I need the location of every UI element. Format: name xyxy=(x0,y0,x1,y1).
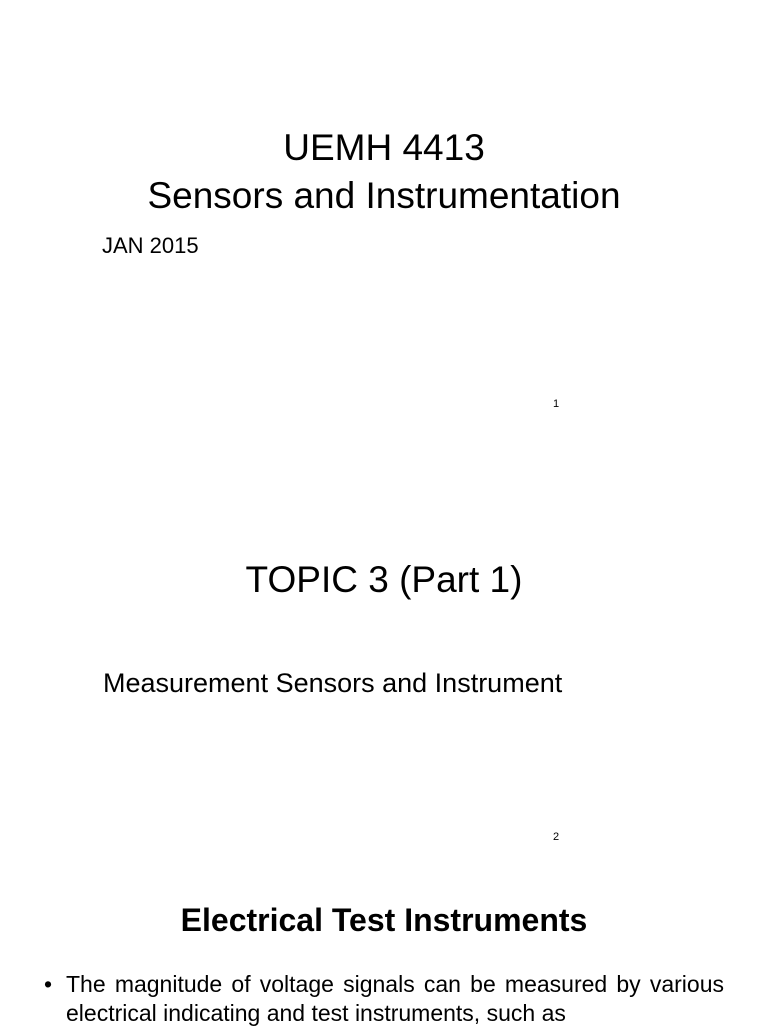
section-title: Electrical Test Instruments xyxy=(180,902,588,938)
bullet-icon: • xyxy=(44,971,53,997)
slide-3 xyxy=(0,864,768,1024)
course-code: UEMH 4413 xyxy=(283,127,485,168)
page-number: 1 xyxy=(553,398,560,410)
bullet-list xyxy=(44,970,724,1028)
course-title: Sensors and Instrumentation xyxy=(147,175,621,216)
bullet-text: The magnitude of voltage signals can be measured by various electrical indicating and test instruments, such as xyxy=(66,971,724,1026)
topic-title: TOPIC 3 (Part 1) xyxy=(245,559,523,600)
date-label: JAN 2015 xyxy=(102,233,199,258)
topic-subtitle: Measurement Sensors and Instrument xyxy=(103,668,563,698)
slide-1 xyxy=(0,0,768,432)
slide-2 xyxy=(0,432,768,864)
page-number: 2 xyxy=(553,831,560,843)
bullet-item xyxy=(44,970,724,1028)
